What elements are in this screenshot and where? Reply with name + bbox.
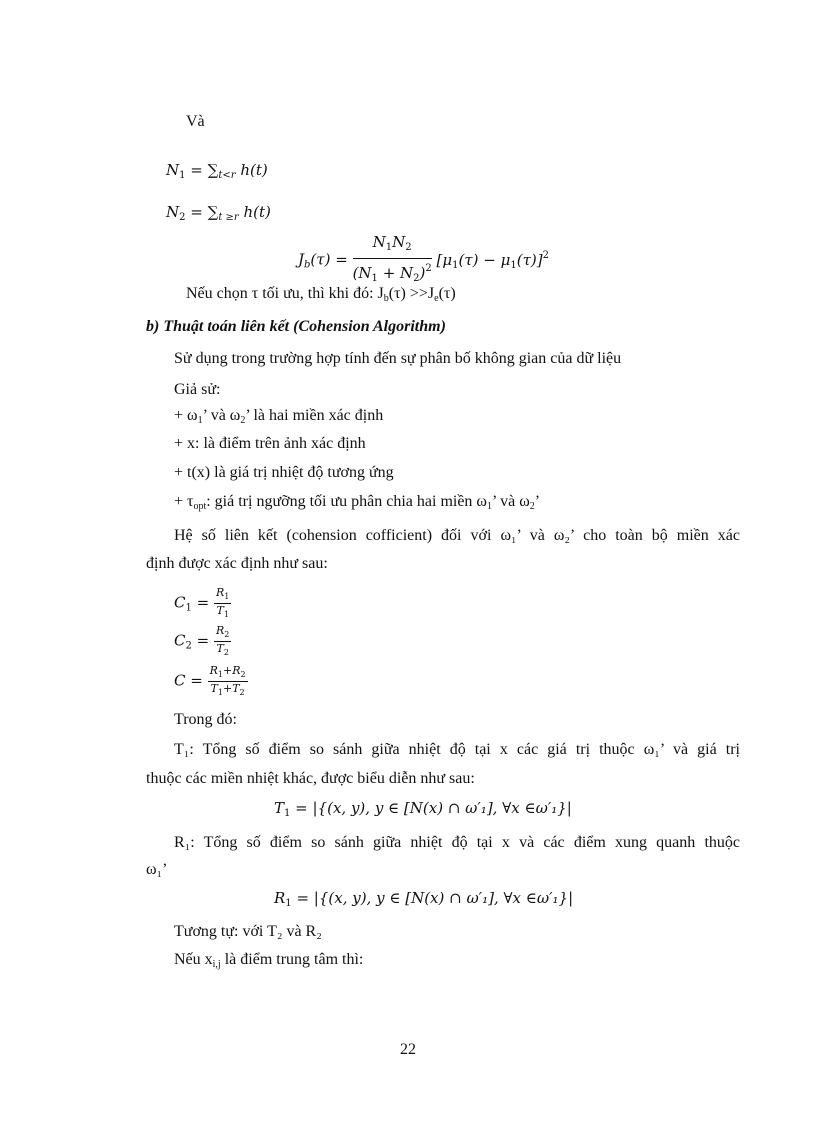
text-su-dung: Sử dụng trong trường hợp tính đến sự phân bố không gian của dữ liệu — [174, 350, 622, 367]
text-heso-line2: định được xác định như sau: — [146, 555, 328, 572]
text-heso-line1: Hệ số liên kết (cohension cofficient) đối với ω₁’ và ω₂’ cho toàn bộ miền xác — [174, 527, 740, 544]
formula-n2: $N_2 = \sum_{t \ge r}$ h(t) — [166, 203, 271, 223]
text-gia-su: Giả sử: — [174, 381, 221, 398]
text-trong-do: Trong đó: — [174, 711, 237, 728]
text-va: Và — [186, 113, 205, 130]
formula-c: C = $\frac{R_1+R_2}{T_1+T_2}$ — [174, 664, 246, 697]
heading-cohension-algorithm: b) Thuật toán liên kết (Cohension Algorithm) — [146, 318, 446, 335]
text-neu-chon: Nếu chọn τ tối ưu, thì khi đó: $J_b(\tau) >>J_e(\tau)$ — [186, 285, 456, 304]
text-tuong-tu: Tương tự: với T₂ và R₂ — [174, 923, 322, 940]
bullet-x: + x: là điểm trên ảnh xác định — [174, 435, 366, 452]
formula-c1: $C_1$ = $\frac{R_1}{T_1}$ — [174, 586, 230, 619]
bullet-tau-opt: + $\tau_{opt}$: giá trị ngưỡng tối ưu phân chia hai miền $\omega_1$’ và $\omega_2$’ — [174, 493, 541, 512]
bullet-tx: + t(x) là giá trị nhiệt độ tương ứng — [174, 464, 394, 481]
formula-n1: $N_1 = \sum_{t<r}$ h(t) — [166, 161, 268, 181]
formula-jb: $J_b(\tau)$ = $\frac{N_1N_2}{(N_1 + N_2)^2}$ $[\mu_1(\tau) - \mu_1(\tau)]^2$ — [298, 233, 549, 284]
text-r1-line1: R₁: Tổng số điểm so sánh giữa nhiệt độ tại x và các điểm xung quanh thuộc — [174, 834, 740, 851]
text-r1-line2: ω₁’ — [146, 861, 168, 878]
formula-c2: $C_2$ = $\frac{R_2}{T_2}$ — [174, 624, 230, 657]
bullet-omega: + $\omega_1$’ và $\omega_2$’ là hai miền xác định — [174, 407, 384, 426]
text-t1-line1: T₁: Tổng số điểm so sánh giữa nhiệt độ tại x các giá trị thuộc ω₁’ và giá trị — [174, 741, 740, 758]
formula-t1: $T_1 = |\{(x$, y), y ∈ [N(x) ∩ ω′₁], ∀x ∈ω′₁}| — [274, 799, 572, 819]
formula-r1: $R_1 = |\{(x$, y), y ∈ [N(x) ∩ ω′₁], ∀x ∈ω′₁}| — [274, 889, 574, 909]
text-t1-line2: thuộc các miền nhiệt khác, được biểu diễn như sau: — [146, 770, 475, 787]
page-number: 22 — [400, 1041, 416, 1058]
text-neu-x: Nếu $x_{i,j}$ là điểm trung tâm thì: — [174, 951, 364, 970]
